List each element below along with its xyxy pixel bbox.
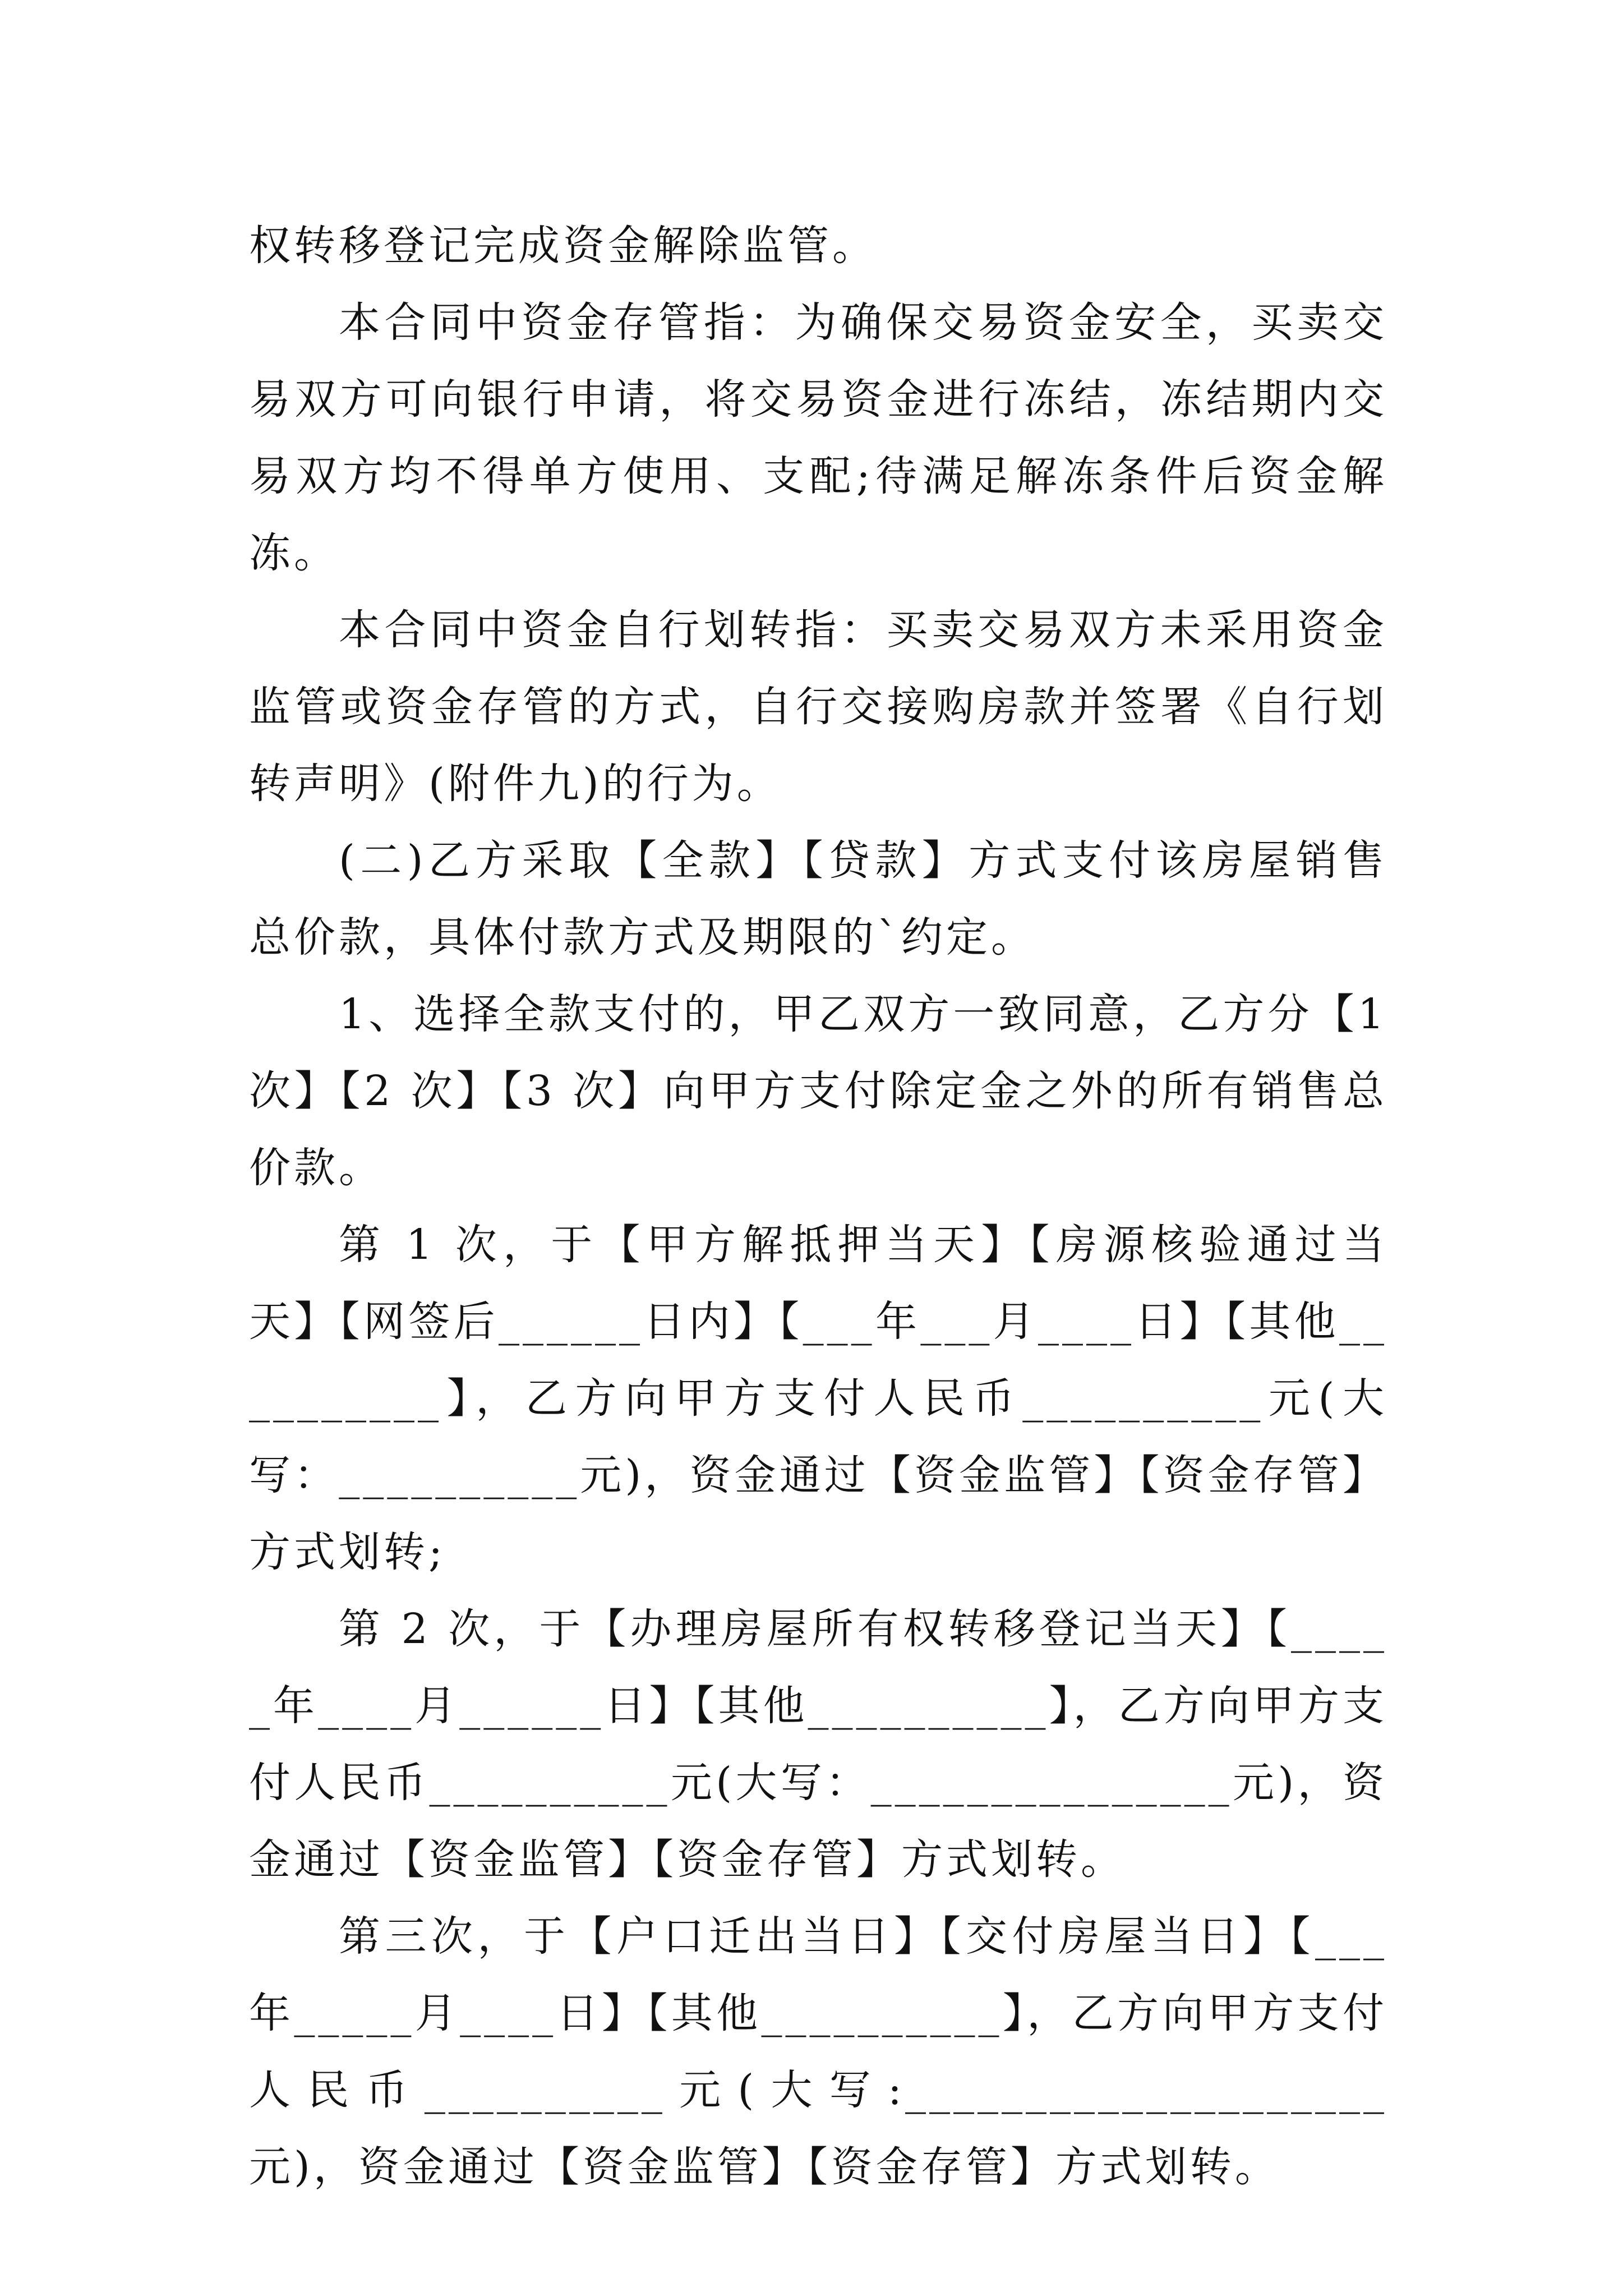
paragraph-1: 权转移登记完成资金解除监管。 bbox=[249, 222, 877, 270]
paragraph-8: 第三次，于【户口迁出当日】【交付房屋当日】【___年_____月____日】【其他__________】，乙方向甲方支付人民币__________元(大写:____________________元)，资金通过【资金监管】【资金存管】方式划转。 bbox=[249, 1912, 1387, 2191]
paragraph-4: (二)乙方采取【全款】【贷款】方式支付该房屋销售总价款，具体付款方式及期限的`约定。 bbox=[249, 836, 1387, 961]
document-page bbox=[249, 208, 1387, 2206]
paragraph-2: 本合同中资金存管指：为确保交易资金安全，买卖交易双方可向银行申请，将交易资金进行冻结，冻结期内交易双方均不得单方使用、支配;待满足解冻条件后资金解冻。 bbox=[249, 298, 1387, 577]
paragraph-3: 本合同中资金自行划转指：买卖交易双方未采用资金监管或资金存管的方式，自行交接购房款并签署《自行划转声明》(附件九)的行为。 bbox=[249, 606, 1387, 808]
paragraph-6: 第 1 次，于【甲方解抵押当天】【房源核验通过当天】【网签后______日内】【___年___月____日】【其他__________】，乙方向甲方支付人民币__________元(大写：__________元)，资金通过【资金监管】【资金存管】方式划转; bbox=[249, 1221, 1387, 1576]
paragraph-5: 1、选择全款支付的，甲乙双方一致同意，乙方分【1 次】【2 次】【3 次】向甲方支付除定金之外的所有销售总价款。 bbox=[249, 990, 1387, 1192]
paragraph-7: 第 2 次，于【办理房屋所有权转移登记当天】【_____年____月______日】【其他__________】，乙方向甲方支付人民币__________元(大写：_______________元)，资金通过【资金监管】【资金存管】方式划转。 bbox=[249, 1605, 1387, 1884]
